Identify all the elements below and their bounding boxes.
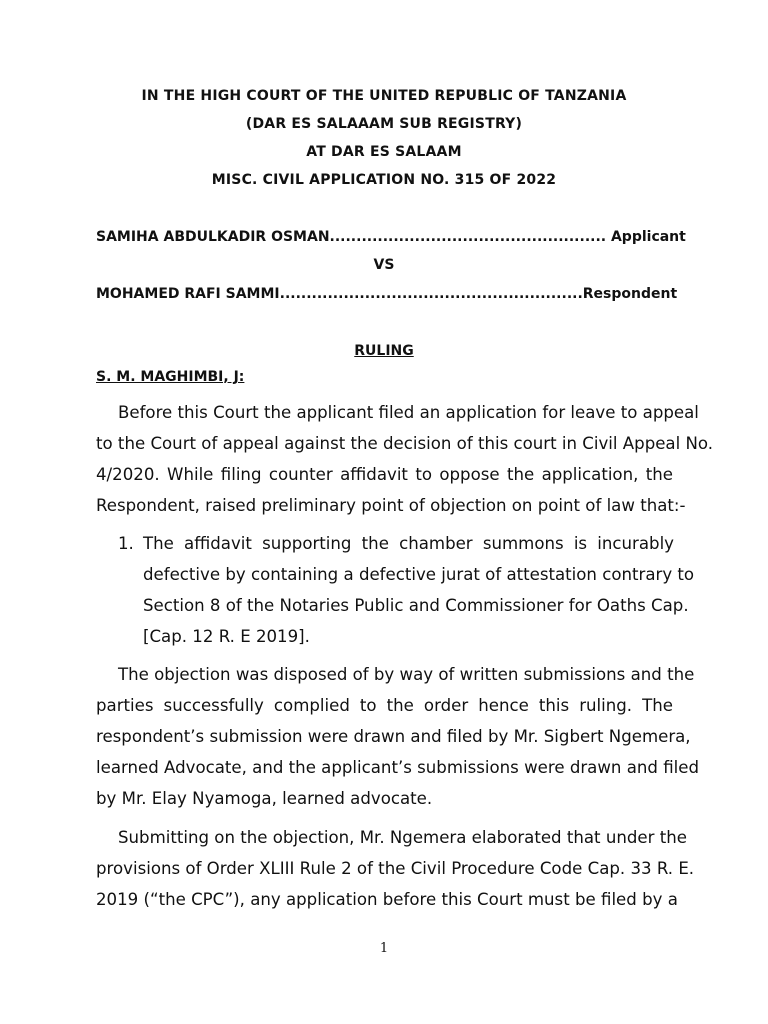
paragraph-3 bbox=[96, 822, 695, 915]
paragraph-1-line: Respondent, raised preliminary point of objection on point of law that:- bbox=[96, 496, 686, 515]
versus-label: VS bbox=[373, 257, 395, 273]
list-item-line: [Cap. 12 R. E 2019]. bbox=[143, 627, 310, 646]
list-item-line: Section 8 of the Notaries Public and Commissioner for Oaths Cap. bbox=[143, 596, 689, 615]
paragraph-2-line: learned Advocate, and the applicant’s submissions were drawn and filed bbox=[96, 758, 700, 777]
judge-name: S. M. MAGHIMBI, J: bbox=[96, 369, 245, 385]
list-number: 1. bbox=[118, 534, 134, 553]
paragraph-3-line: Submitting on the objection, Mr. Ngemera elaborated that under the bbox=[118, 828, 687, 847]
page-number: 1 bbox=[379, 941, 389, 956]
ruling-title: RULING bbox=[354, 343, 414, 359]
registry-heading: (DAR ES SALAAAM SUB REGISTRY) bbox=[245, 116, 523, 132]
paragraph-3-line: 2019 (“the CPC”), any application before this Court must be filed by a bbox=[96, 890, 678, 909]
location-heading: AT DAR ES SALAAM bbox=[306, 144, 462, 160]
paragraph-2 bbox=[96, 659, 700, 814]
list-item-line: defective by containing a defective jurat of attestation contrary to bbox=[143, 565, 695, 584]
paragraph-1 bbox=[96, 397, 714, 521]
paragraph-3-line: provisions of Order XLIII Rule 2 of the Civil Procedure Code Cap. 33 R. E. bbox=[96, 859, 695, 878]
paragraph-1-line: 4/2020. While filing counter affidavit to oppose the application, the bbox=[96, 465, 673, 484]
case-number-heading: MISC. CIVIL APPLICATION NO. 315 OF 2022 bbox=[211, 172, 557, 188]
respondent-line: MOHAMED RAFI SAMMI.........................................................Respondent bbox=[96, 286, 678, 302]
objection-list-item bbox=[118, 528, 695, 652]
paragraph-1-line: to the Court of appeal against the decision of this court in Civil Appeal No. bbox=[96, 434, 714, 453]
applicant-line: SAMIHA ABDULKADIR OSMAN.................................................... Applicant bbox=[96, 229, 686, 245]
paragraph-1-line: Before this Court the applicant filed an application for leave to appeal bbox=[118, 403, 699, 422]
paragraph-2-line: by Mr. Elay Nyamoga, learned advocate. bbox=[96, 789, 433, 808]
paragraph-2-line: The objection was disposed of by way of written submissions and the bbox=[118, 665, 695, 684]
court-heading: IN THE HIGH COURT OF THE UNITED REPUBLIC OF TANZANIA bbox=[141, 88, 627, 104]
paragraph-2-line: respondent’s submission were drawn and filed by Mr. Sigbert Ngemera, bbox=[96, 727, 691, 746]
paragraph-2-line: parties successfully complied to the order hence this ruling. The bbox=[96, 696, 673, 715]
list-item-line: The affidavit supporting the chamber summons is incurably bbox=[143, 534, 674, 553]
